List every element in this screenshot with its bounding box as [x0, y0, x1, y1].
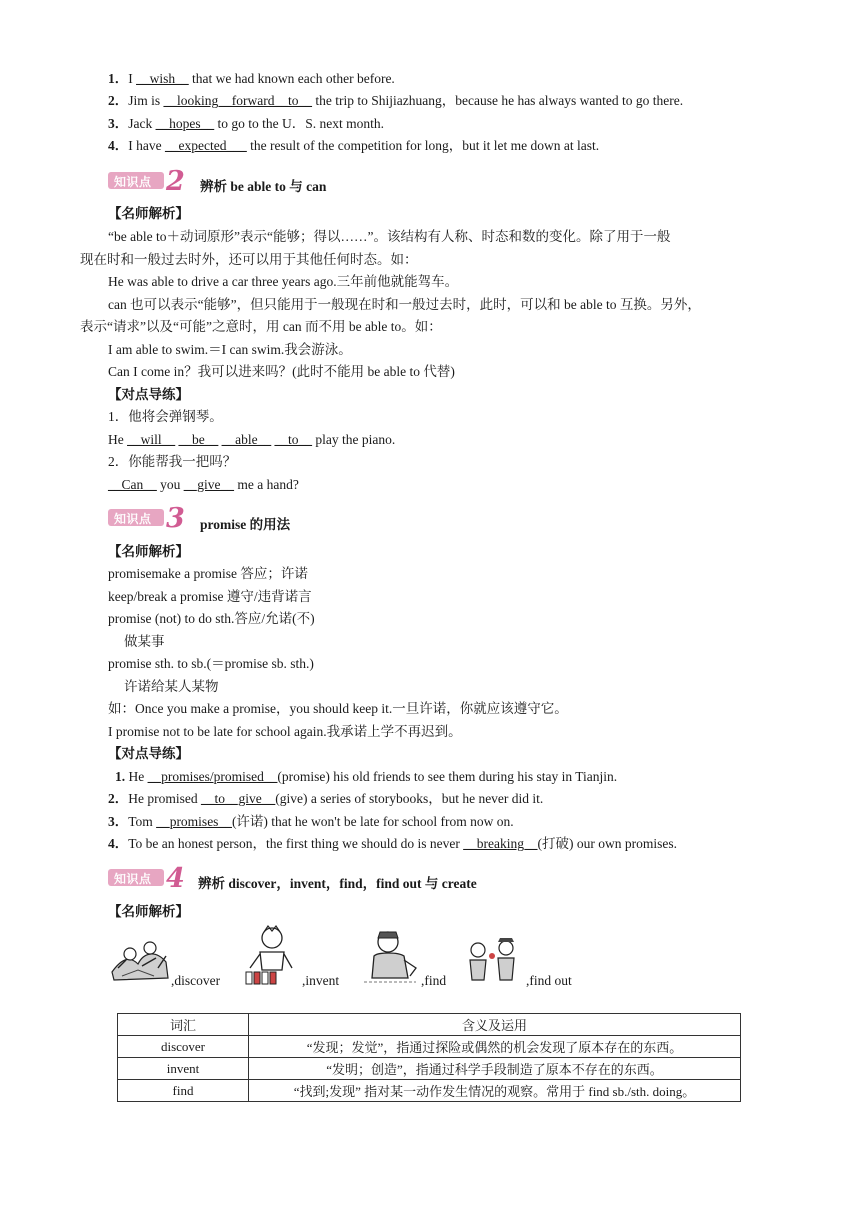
table-cell: find [118, 1080, 249, 1102]
table-row [118, 1080, 741, 1102]
inventor-illustration-icon [240, 922, 304, 988]
answer-blank: __breaking__ [463, 836, 538, 851]
section-title: 辨析 discover，invent，find，find out 与 create [198, 876, 477, 891]
practice-heading: 【对点导练】 [108, 387, 189, 402]
knowledge-point-badge: 知识点 4 [108, 865, 188, 889]
illustration-caption: ,invent [302, 973, 340, 988]
finder-illustration-icon [358, 926, 422, 988]
practice-answer: He __will__ __be__ __able__ __to__ play the piano. [108, 432, 396, 447]
practice-question: 1．他将会弹钢琴。 [108, 409, 223, 424]
answer-blank: __give__ [183, 477, 234, 492]
exercise-1-item-3: 3．Jack __hopes__ to go to the U．S. next month. [108, 116, 384, 131]
section-title: 辨析 be able to 与 can [200, 179, 327, 194]
knowledge-point-badge: 知识点 2 [108, 168, 188, 192]
answer-blank: __Can__ [108, 477, 157, 492]
paragraph: can 也可以表示“能够”，但只能用于一般现在时和一般过去时，此时，可以和 be able to 互换。另外， [108, 297, 701, 312]
example-sentence: I promise not to be late for school again.我承诺上学不再迟到。 [108, 724, 462, 739]
example-sentence: Can I come in？我可以进来吗？(此时不能用 be able to 代替) [108, 364, 455, 379]
section-title: promise 的用法 [200, 517, 291, 532]
answer-blank: __to__give__ [200, 791, 276, 806]
example-sentence: I am able to swim.＝I can swim.我会游泳。 [108, 342, 352, 357]
explorer-illustration-icon [108, 928, 172, 984]
practice-item-4: 4．To be an honest person，the first thing we should do is never __breaking__(打破) our own promises. [108, 836, 677, 851]
usage-line: promise (not) to do sth.答应/允诺(不) [108, 611, 315, 626]
table-header-cell: 含义及运用 [249, 1014, 741, 1036]
practice-question: 2．你能帮我一把吗？ [108, 454, 237, 469]
practice-item-3: 3．Tom __promises__(许诺) that he won't be late for school from now on. [108, 814, 514, 829]
table-cell: “发现；发觉”，指通过探险或偶然的机会发现了原本存在的东西。 [249, 1036, 741, 1058]
practice-heading: 【对点导练】 [108, 746, 189, 761]
exercise-1-item-2: 2．Jim is __looking__forward__to__ the trip to Shijiazhuang，because he has always wanted to go there. [108, 93, 684, 108]
find-out-illustration-icon [462, 936, 526, 988]
usage-line: 做某事 [124, 634, 165, 649]
table-header-cell: 词汇 [118, 1014, 249, 1036]
answer-blank: __hopes__ [155, 116, 215, 131]
table-row [118, 1058, 741, 1080]
example-sentence: He was able to drive a car three years ago.三年前他就能驾车。 [108, 274, 459, 289]
answer-blank: __be__ [178, 432, 219, 447]
usage-line: 许诺给某人某物 [124, 679, 219, 694]
usage-line: promisemake a promise 答应；许诺 [108, 566, 308, 581]
analysis-heading: 【名师解析】 [108, 904, 189, 919]
paragraph: 现在时和一般过去时外，还可以用于其他任何时态。如： [80, 252, 418, 267]
vocabulary-table [117, 1013, 741, 1102]
paragraph: “be able to＋动词原形”表示“能够；得以……”。该结构有人称、时态和数的变化。除了用于一般 [108, 229, 671, 244]
answer-blank: __will__ [127, 432, 176, 447]
usage-line: keep/break a promise 遵守/违背诺言 [108, 589, 312, 604]
table-row [118, 1036, 741, 1058]
illustration-caption: ,discover [171, 973, 221, 988]
exercise-1-item-1: 1．I __wish__ that we had known each other before. [108, 71, 395, 86]
exercise-1-item-4: 4．I have __expected___ the result of the competition for long，but it let me down at last. [108, 138, 600, 153]
answer-blank: __wish__ [136, 71, 189, 86]
analysis-heading: 【名师解析】 [108, 544, 189, 559]
practice-item-2: 2．He promised __to__give__(give) a series of storybooks，but he never did it. [108, 791, 544, 806]
analysis-heading: 【名师解析】 [108, 206, 189, 221]
usage-line: promise sth. to sb.(＝promise sb. sth.) [108, 656, 314, 671]
practice-answer: __Can__ you __give__ me a hand? [108, 477, 299, 492]
answer-blank: __promises__ [156, 814, 232, 829]
answer-blank: __expected___ [164, 138, 247, 153]
illustration-caption: ,find [421, 973, 447, 988]
table-cell: “找到;发现” 指对某一动作发生情况的观察。常用于 find sb./sth. doing。 [249, 1080, 741, 1102]
illustration-caption: ,find out [526, 973, 572, 988]
knowledge-point-badge: 知识点 3 [108, 505, 188, 529]
table-cell: discover [118, 1036, 249, 1058]
answer-blank: __looking__forward__to__ [163, 93, 312, 108]
answer-blank: __to__ [274, 432, 313, 447]
practice-item-1: 1. He __promises/promised__(promise) his old friends to see them during his stay in Tianjin. [115, 769, 618, 784]
table-cell: invent [118, 1058, 249, 1080]
table-header-row [118, 1014, 741, 1036]
answer-blank: __promises/promised__ [147, 769, 278, 784]
example-sentence: 如：Once you make a promise，you should keep it.一旦许诺，你就应该遵守它。 [108, 701, 568, 716]
answer-blank: __able__ [221, 432, 272, 447]
table-cell: “发明；创造”，指通过科学手段制造了原本不存在的东西。 [249, 1058, 741, 1080]
paragraph: 表示“请求”以及“可能”之意时，用 can 而不用 be able to。如： [80, 319, 442, 334]
